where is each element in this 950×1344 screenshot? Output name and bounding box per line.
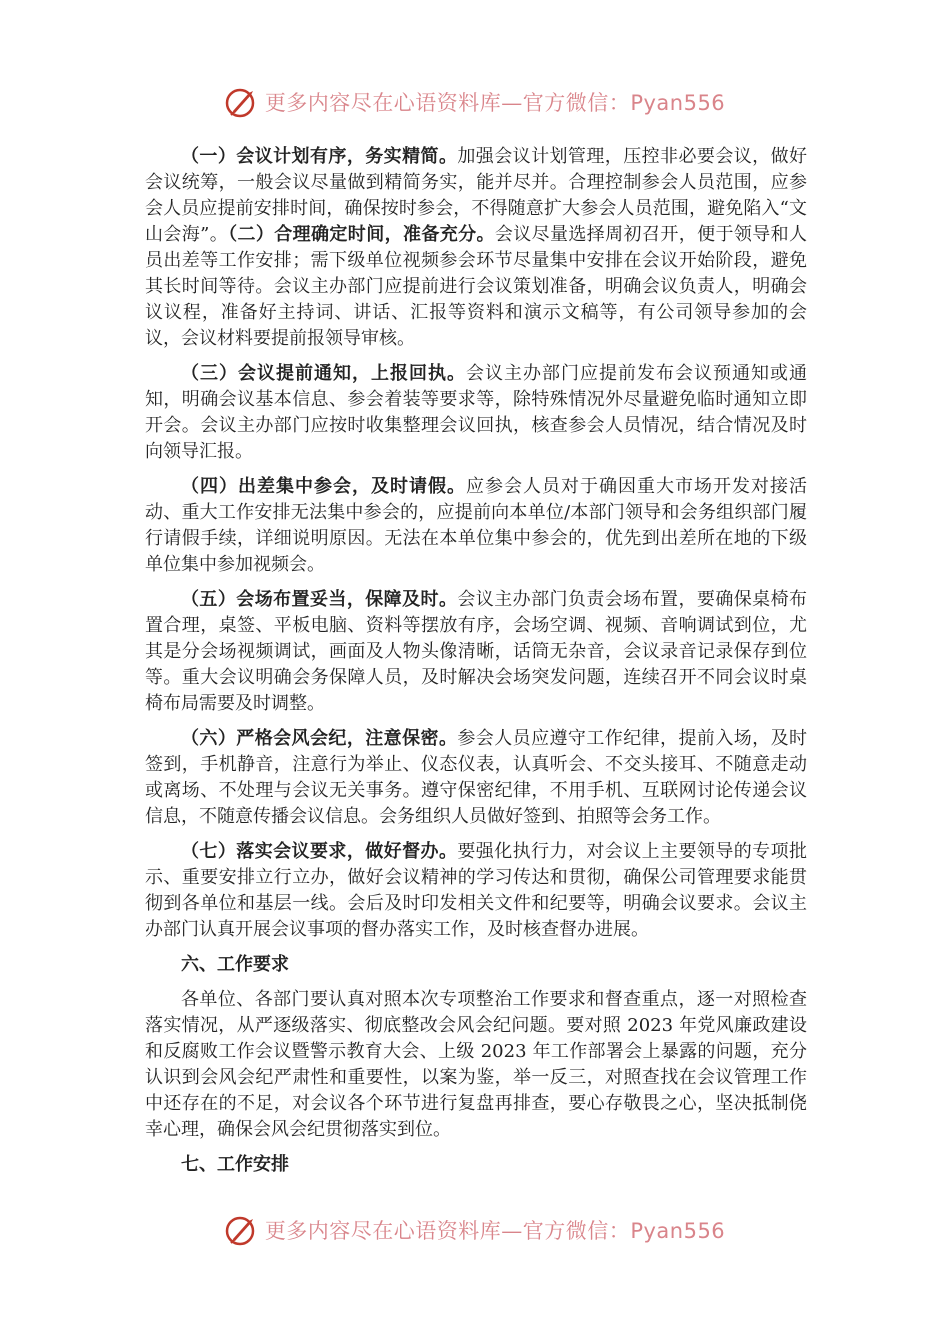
section-6-body: 各单位、各部门要认真对照本次专项整治工作要求和督查重点，逐一对照检查落实情况，从严逐级落实、彻底整改会风会纪问题。要对照 2023 年党风廉政建设和反腐败工作会议暨警示教育大会、上级 2023 年工作部署会上暴露的问题，充分认识到会风会纪严肃性和重要性，以案为鉴，举一反三，对照查找在会议管理工作中还存在的不足，对会议各个环节进行复盘再排查，要心存敬畏之心，坚决抵制侥幸心理，确保会风会纪贯彻落实到位。 <box>145 989 807 1140</box>
header-banner <box>0 82 950 122</box>
banner-text: 更多内容尽在心语资料库—官方微信：Pyan556 <box>264 1219 726 1243</box>
paragraph-7: （七）落实会议要求，做好督办。要强化执行力，对会议上主要领导的专项批示、重要安排立行立办，做好会议精神的学习传达和贯彻，确保公司管理要求能贯彻到各单位和基层一线。会后及时印发相关文件和纪要等，明确会议要求。会议主办部门认真开展会议事项的督办落实工作，及时核查督办进展。 <box>145 841 808 940</box>
paragraph-3: （三）会议提前通知，上报回执。会议主办部门应提前发布会议预通知或通知，明确会议基本信息、参会着装等要求等，除特殊情况外尽量避免临时通知立即开会。会议主办部门应按时收集整理会议回执，核查参会人员情况，结合情况及时向领导汇报。 <box>145 363 807 462</box>
paragraph-1-2: （一）会议计划有序，务实精简。加强会议计划管理，压控非必要会议，做好会议统筹，一般会议尽量做到精简务实，能并尽并。合理控制参会人员范围，应参会人员应提前安排时间，确保按时参会，不得随意扩大参会人员范围，避免陷入“文山会海”。（二）合理确定时间，准备充分。会议尽量选择周初召开，便于领导和人员出差等工作安排；需下级单位视频参会环节尽量集中安排在会议开始阶段，避免其长时间等待。会议主办部门应提前进行会议策划准备，明确会议负责人，明确会议议程，准备好主持词、讲话、汇报等资料和演示文稿等，有公司领导参加的会议，会议材料要提前报领导审核。 <box>145 146 808 349</box>
section-heading-work-requirements: 六、工作要求 <box>181 954 289 975</box>
document-body <box>145 144 807 1187</box>
pen-logo-icon <box>225 85 259 119</box>
pen-logo-icon <box>225 1213 259 1247</box>
paragraph-4: （四）出差集中参会，及时请假。应参会人员对于确因重大市场开发对接活动、重大工作安排无法集中参会的，应提前向本单位/本部门领导和会务组织部门履行请假手续，详细说明原因。无法在本单位集中参会的，优先到出差所在地的下级单位集中参加视频会。 <box>145 476 807 575</box>
paragraph-5: （五）会场布置妥当，保障及时。会议主办部门负责会场布置，要确保桌椅布置合理，桌签、平板电脑、资料等摆放有序，会场空调、视频、音响调试到位，尤其是分会场视频调试，画面及人物头像清晰，话筒无杂音，会议录音记录保存到位等。重大会议明确会务保障人员，及时解决会场突发问题，连续召开不同会议时桌椅布局需要及时调整。 <box>145 589 808 714</box>
banner-text: 更多内容尽在心语资料库—官方微信：Pyan556 <box>264 91 726 115</box>
section-heading-work-arrangement: 七、工作安排 <box>181 1154 289 1175</box>
paragraph-6: （六）严格会风会纪，注意保密。参会人员应遵守工作纪律，提前入场，及时签到，手机静音，注意行为举止、仪态仪表，认真听会、不交头接耳、不随意走动或离场、不处理与会议无关事务。遵守保密纪律，不用手机、互联网讨论传递会议信息，不随意传播会议信息。会务组织人员做好签到、拍照等会务工作。 <box>145 728 808 827</box>
wechat-id: Pyan556 <box>630 91 726 115</box>
wechat-id: Pyan556 <box>630 1219 726 1243</box>
footer-banner <box>0 1210 950 1250</box>
